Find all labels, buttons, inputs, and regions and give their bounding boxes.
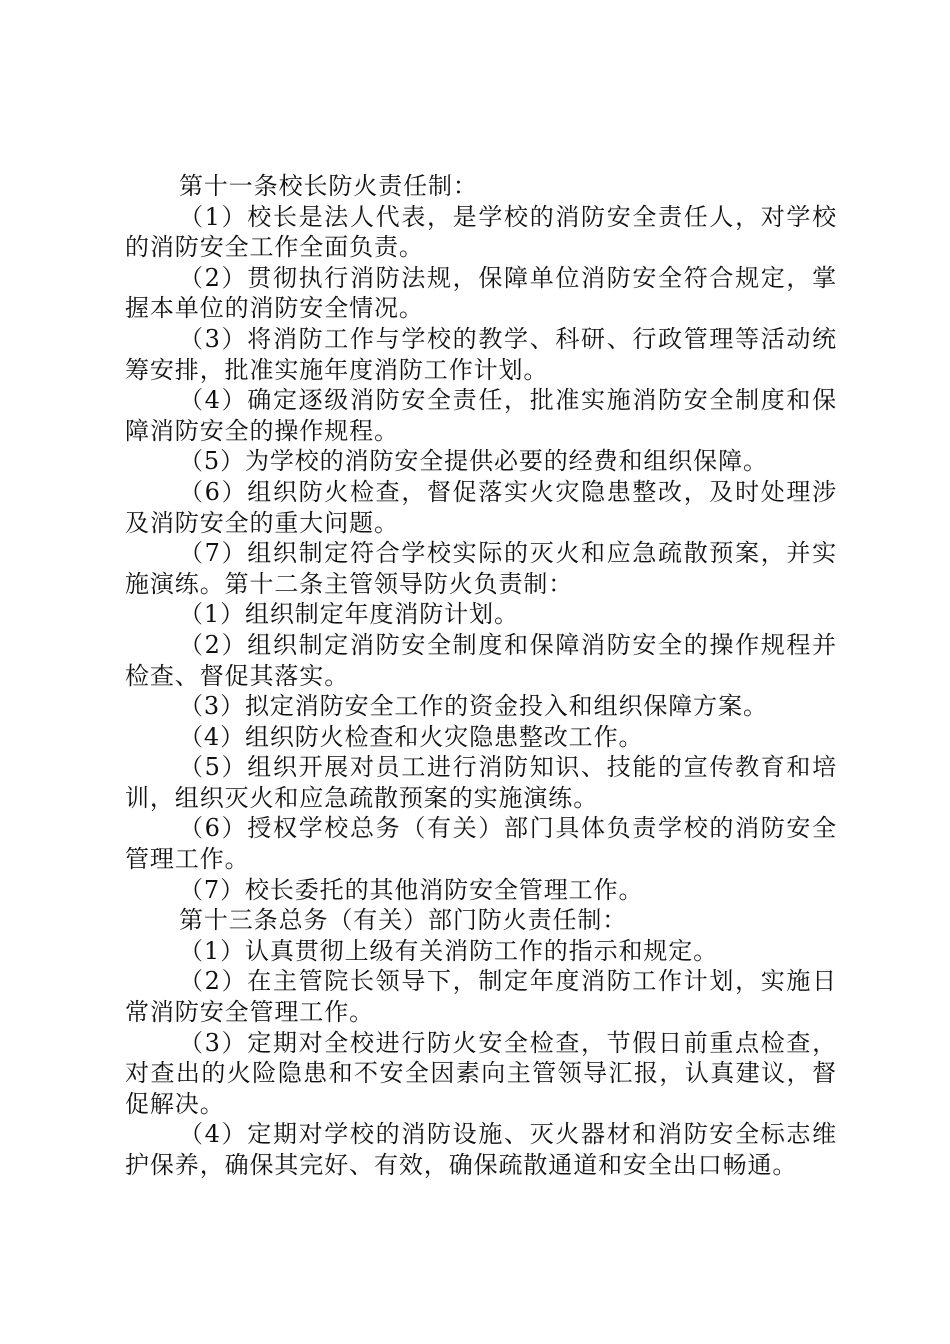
- paragraph: （5）组织开展对员工进行消防知识、技能的宣传教育和培训，组织灭火和应急疏散预案的实施演练。: [125, 753, 837, 812]
- paragraph: （1）组织制定年度消防计划。: [179, 600, 519, 629]
- paragraph: （2）在主管院长领导下，制定年度消防工作计划，实施日常消防安全管理工作。: [125, 967, 837, 1027]
- article-13-heading: 第十三条总务（有关）部门防火责任制：: [179, 906, 628, 935]
- paragraph: （6）组织防火检查，督促落实火灾隐患整改，及时处理涉及消防安全的重大问题。: [125, 477, 837, 537]
- paragraph: （3）将消防工作与学校的教学、科研、行政管理等活动统筹安排，批准实施年度消防工作计划。: [125, 324, 837, 384]
- paragraph: （1）校长是法人代表，是学校的消防安全责任人，对学校的消防安全工作全面负责。: [125, 202, 837, 262]
- paragraph: （5）为学校的消防安全提供必要的经费和组织保障。: [179, 447, 768, 476]
- paragraph: （1）认真贯彻上级有关消防工作的指示和规定。: [179, 936, 719, 965]
- paragraph: （2）组织制定消防安全制度和保障消防安全的操作规程并检查、督促其落实。: [125, 630, 837, 690]
- paragraph: （4）定期对学校的消防设施、灭火器材和消防安全标志维护保养，确保其完好、有效，确保疏散通道和安全出口畅通。: [125, 1120, 837, 1179]
- paragraph: （7）组织制定符合学校实际的灭火和应急疏散预案，并实施演练。第十二条主管领导防火负责制：: [125, 539, 837, 598]
- paragraph: （6）授权学校总务（有关）部门具体负责学校的消防安全管理工作。: [125, 814, 837, 874]
- paragraph: （7）校长委托的其他消防安全管理工作。: [179, 875, 644, 904]
- article-11-heading: 第十一条校长防火责任制：: [179, 172, 478, 200]
- paragraph: （3）拟定消防安全工作的资金投入和组织保障方案。: [179, 692, 768, 721]
- paragraph: （4）组织防火检查和火灾隐患整改工作。: [179, 722, 644, 751]
- paragraph: （2）贯彻执行消防法规，保障单位消防安全符合规定，掌握本单位的消防安全情况。: [125, 263, 837, 323]
- paragraph: （4）确定逐级消防安全责任，批准实施消防安全制度和保障消防安全的操作规程。: [125, 386, 837, 445]
- paragraph: （3）定期对全校进行防火安全检查，节假日前重点检查，对查出的火险隐患和不安全因素向主管领导汇报，认真建议，督促解决。: [125, 1028, 837, 1118]
- document-body: [125, 171, 837, 1181]
